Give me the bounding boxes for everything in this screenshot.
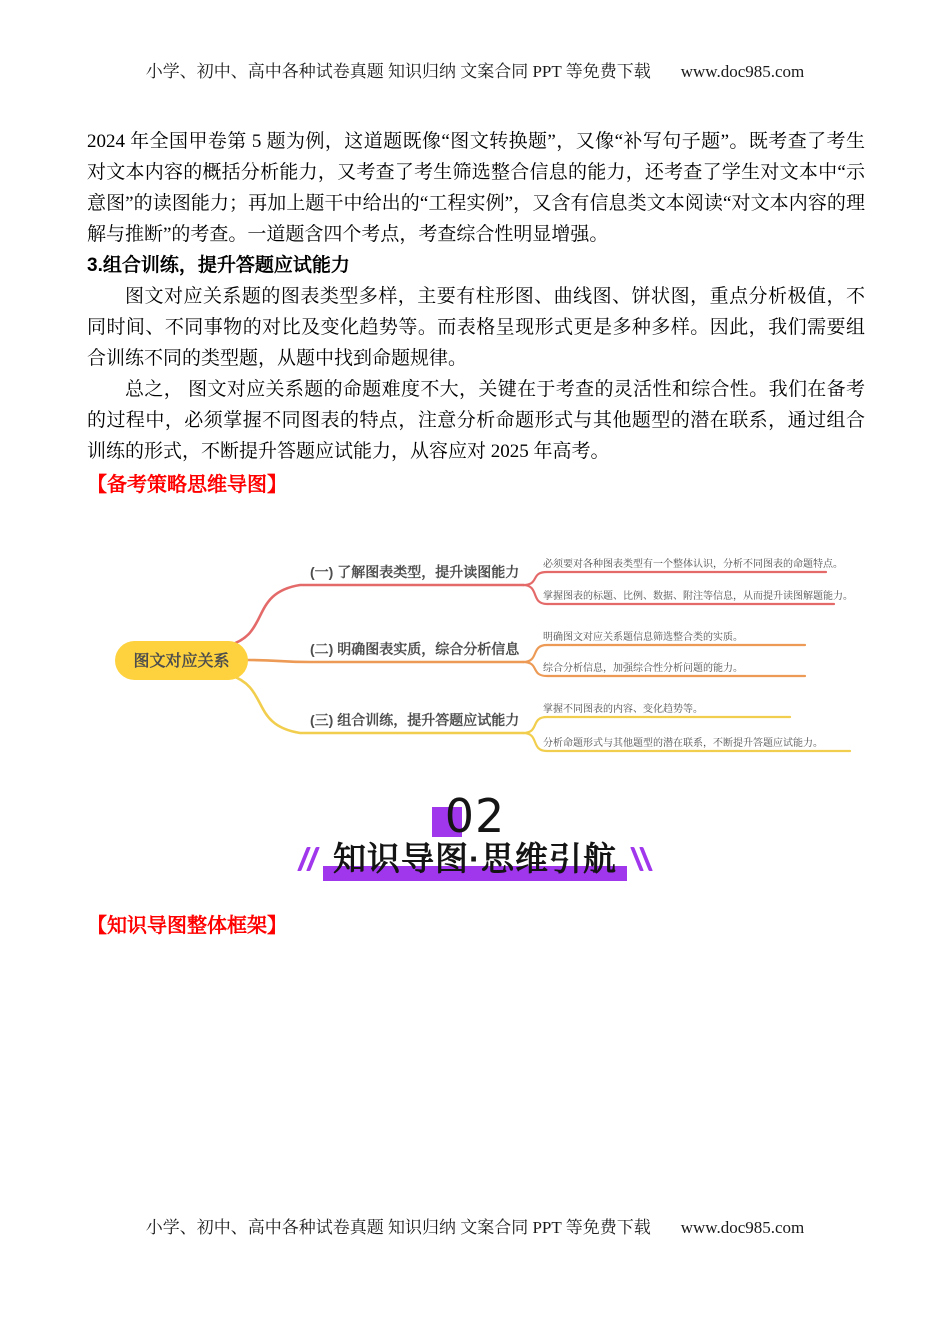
mindmap-root-label: 图文对应关系 <box>133 653 230 670</box>
article-body <box>87 126 865 467</box>
section-title-text: 知识导图·思维引航 <box>333 840 617 878</box>
branch3-label: (三) 组合训练，提升答题应试能力 <box>310 712 520 728</box>
footer-text: 小学、初中、高中各种试卷真题 知识归纳 文案合同 PPT 等免费下载 <box>145 1218 651 1237</box>
branch3-leaf1-line <box>523 717 790 733</box>
section-title <box>333 841 617 877</box>
paragraph-chart-types: 图文对应关系题的图表类型多样，主要有柱形图、曲线图、饼状图，重点分析极值，不同时间、不同事物的对比及变化趋势等。而表格呈现形式更是多种多样。因此，我们需要组合训练不同的类型题，从题中找到命题规律。 <box>87 286 865 369</box>
left-slashes-icon <box>302 847 315 871</box>
branch2-leaf1-line <box>523 645 805 662</box>
header-text: 小学、初中、高中各种试卷真题 知识归纳 文案合同 PPT 等免费下载 <box>145 62 651 81</box>
branch1-leaf1-line <box>523 572 826 585</box>
branch1-connector <box>230 585 523 645</box>
branch3-leaf1-text: 掌握不同图表的内容、变化趋势等。 <box>543 704 703 715</box>
red-heading-strategy-mindmap: 【备考策略思维导图】 <box>87 474 287 496</box>
branch2-leaf2-text: 综合分析信息，加强综合性分析问题的能力。 <box>543 663 743 674</box>
strategy-mindmap <box>100 538 870 773</box>
branch1-label: (一) 了解图表类型，提升读图能力 <box>310 564 520 580</box>
right-slashes-icon <box>635 847 648 871</box>
section-divider <box>0 789 950 878</box>
section-number-text: 02 <box>444 789 506 843</box>
red-heading-knowledge-framework: 【知识导图整体框架】 <box>87 915 287 937</box>
heading-combined-training: 3.组合训练，提升答题应试能力 <box>87 255 350 276</box>
section-number <box>444 789 506 843</box>
branch1-leaf2-text: 掌握图表的标题、比例、数据、附注等信息，从而提升读图解题能力。 <box>543 591 853 602</box>
paragraph-exam-example: 2024 年全国甲卷第 5 题为例，这道题既像“图文转换题”，又像“补写句子题”。既考查了考生对文本内容的概括分析能力，又考查了考生筛选整合信息的能力，还考查了学生对文本中“示意图”的读图能力；再加上题干中给出的“工程实例”，又含有信息类文本阅读“对文本内容的理解与推断”的考查。一道题含四个考点，考查综合性明显增强。 <box>87 131 865 245</box>
branch3-leaf2-text: 分析命题形式与其他题型的潜在联系，不断提升答题应试能力。 <box>543 738 823 749</box>
page-footer <box>0 1213 950 1238</box>
footer-site-url: www.doc985.com <box>680 1218 805 1237</box>
section-title-row <box>0 841 950 877</box>
header-site-url: www.doc985.com <box>680 62 805 81</box>
paragraph-summary: 总之， 图文对应关系题的命题难度不大，关键在于考查的灵活性和综合性。我们在备考的过程中，必须掌握不同图表的特点，注意分析命题形式与其他题型的潜在联系，通过组合训练的形式，不断提升答题应试能力，从容应对 2025 年高考。 <box>87 379 865 462</box>
mindmap-branch-1 <box>230 572 834 645</box>
branch2-label: (二) 明确图表实质，综合分析信息 <box>310 641 520 657</box>
branch1-leaf1-text: 必须要对各种图表类型有一个整体认识，分析不同图表的命题特点。 <box>543 559 843 570</box>
page-header <box>0 57 950 82</box>
branch2-connector <box>248 660 523 662</box>
branch2-leaf1-text: 明确图文对应关系题信息筛选整合类的实质。 <box>543 632 743 643</box>
